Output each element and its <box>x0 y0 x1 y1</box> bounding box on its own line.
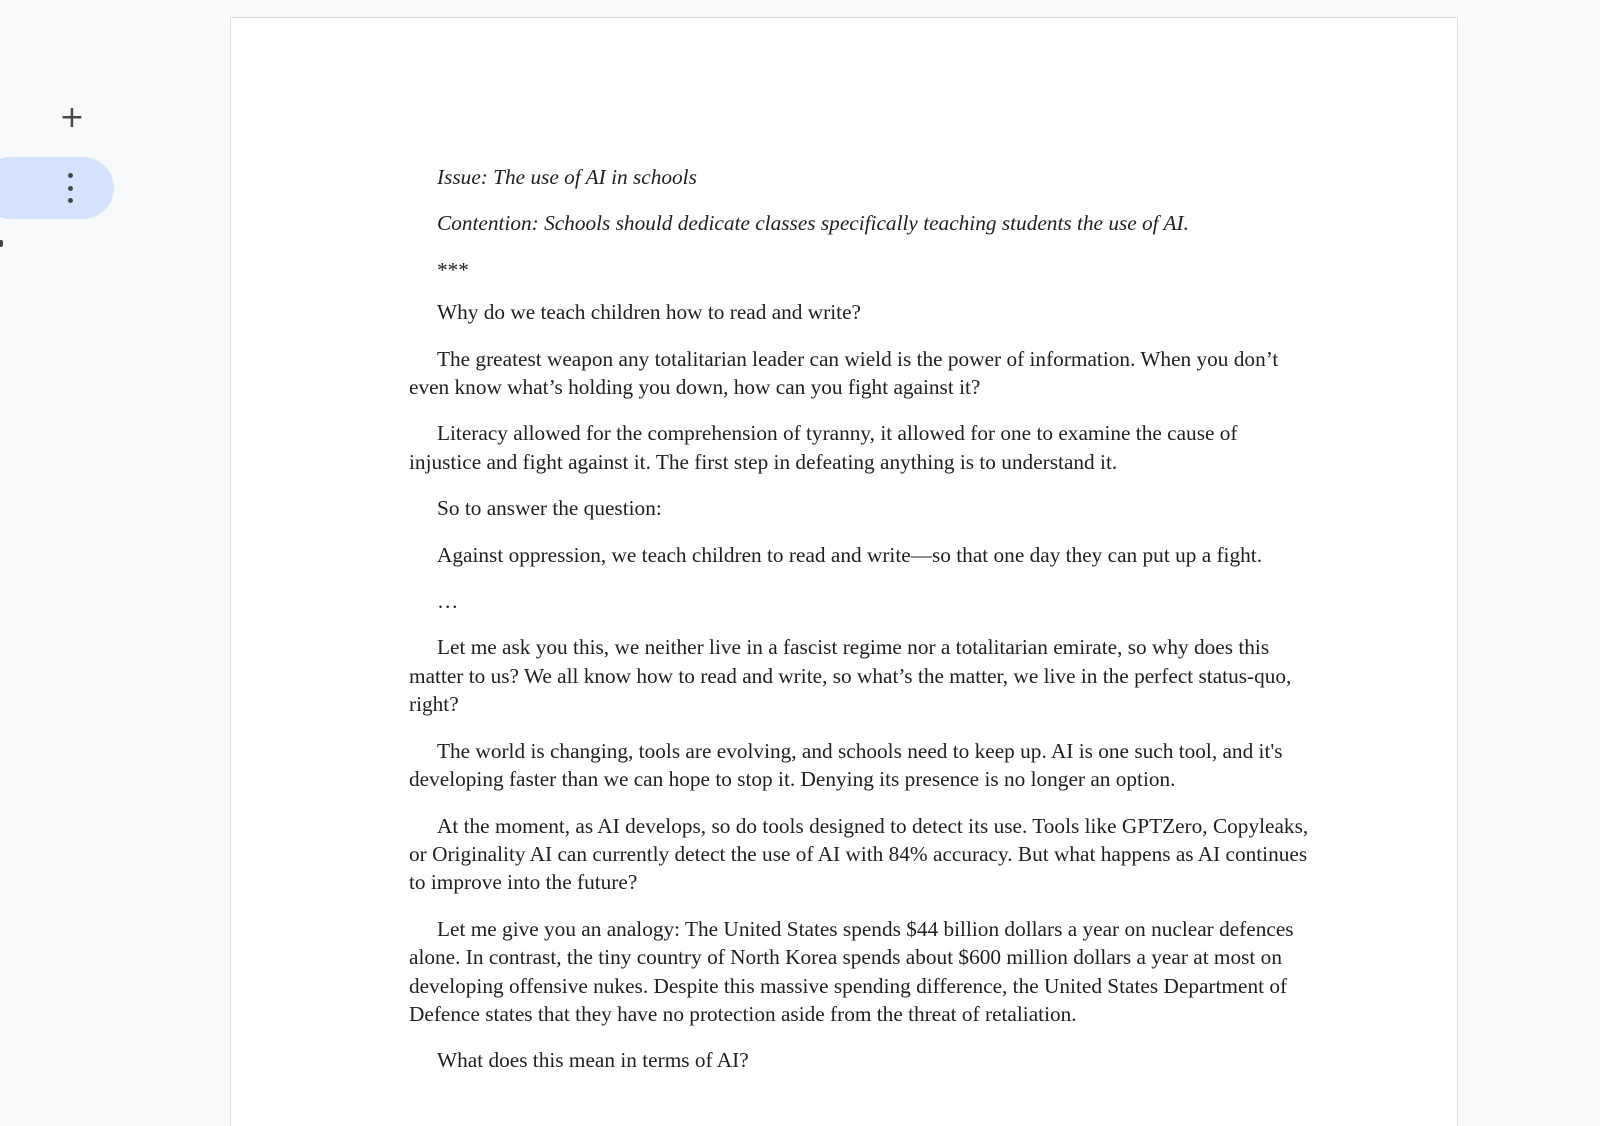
paragraph: Let me ask you this, we neither live in a fascist regime nor a totalitarian emirate, so why does this matter to us? We all know how to read and write, so what’s the matter, we live in the perfect status-quo, right? <box>409 635 1292 717</box>
paragraph: At the moment, as AI develops, so do tools designed to detect its use. Tools like GPTZero, Copyleaks, or Originality AI can currently detect the use of AI with 84% accuracy. But what happens as AI continues to improve into the future? <box>409 813 1309 895</box>
collapsed-panel-edge <box>0 240 3 247</box>
document-tab-selected[interactable] <box>0 157 114 219</box>
paragraph: The greatest weapon any totalitarian leader can wield is the power of information. When you don’t even know what’s holding you down, how can you fight against it? <box>409 346 1279 400</box>
contention-line: Contention: Schools should dedicate classes specifically teaching students the use of AI. <box>437 211 1189 236</box>
paragraph: What does this mean in terms of AI? <box>437 1048 749 1073</box>
document-page[interactable] <box>230 17 1458 1126</box>
more-options-icon[interactable] <box>67 173 73 203</box>
paragraph: Let me give you an analogy: The United States spends $44 billion dollars a year on nuclear defences alone. In contrast, the tiny country of North Korea spends about $600 million dollars a year at most on developing offensive nukes. Despite this massive spending difference, the United States Department of Defence states that they have no protection aside from the threat of retaliation. <box>409 916 1294 1026</box>
document-body[interactable] <box>409 163 1309 1093</box>
paragraph: So to answer the question: <box>437 496 662 521</box>
paragraph: The world is changing, tools are evolving, and schools need to keep up. AI is one such tool, and it's developing faster than we can hope to stop it. Denying its presence is no longer an option. <box>409 738 1283 792</box>
issue-line: Issue: The use of AI in schools <box>437 165 697 189</box>
section-divider: *** <box>437 257 469 282</box>
paragraph: Literacy allowed for the comprehension of tyranny, it allowed for one to examine the cause of injustice and fight against it. The first step in defeating anything is to understand it. <box>409 421 1238 474</box>
add-tab-button[interactable] <box>50 96 94 140</box>
side-rail <box>0 0 180 1126</box>
plus-icon: + <box>59 100 85 135</box>
paragraph: Why do we teach children how to read and write? <box>437 300 861 325</box>
paragraph: Against oppression, we teach children to read and write—so that one day they can put up a fight. <box>437 542 1263 567</box>
ellipsis-divider: … <box>437 589 459 614</box>
